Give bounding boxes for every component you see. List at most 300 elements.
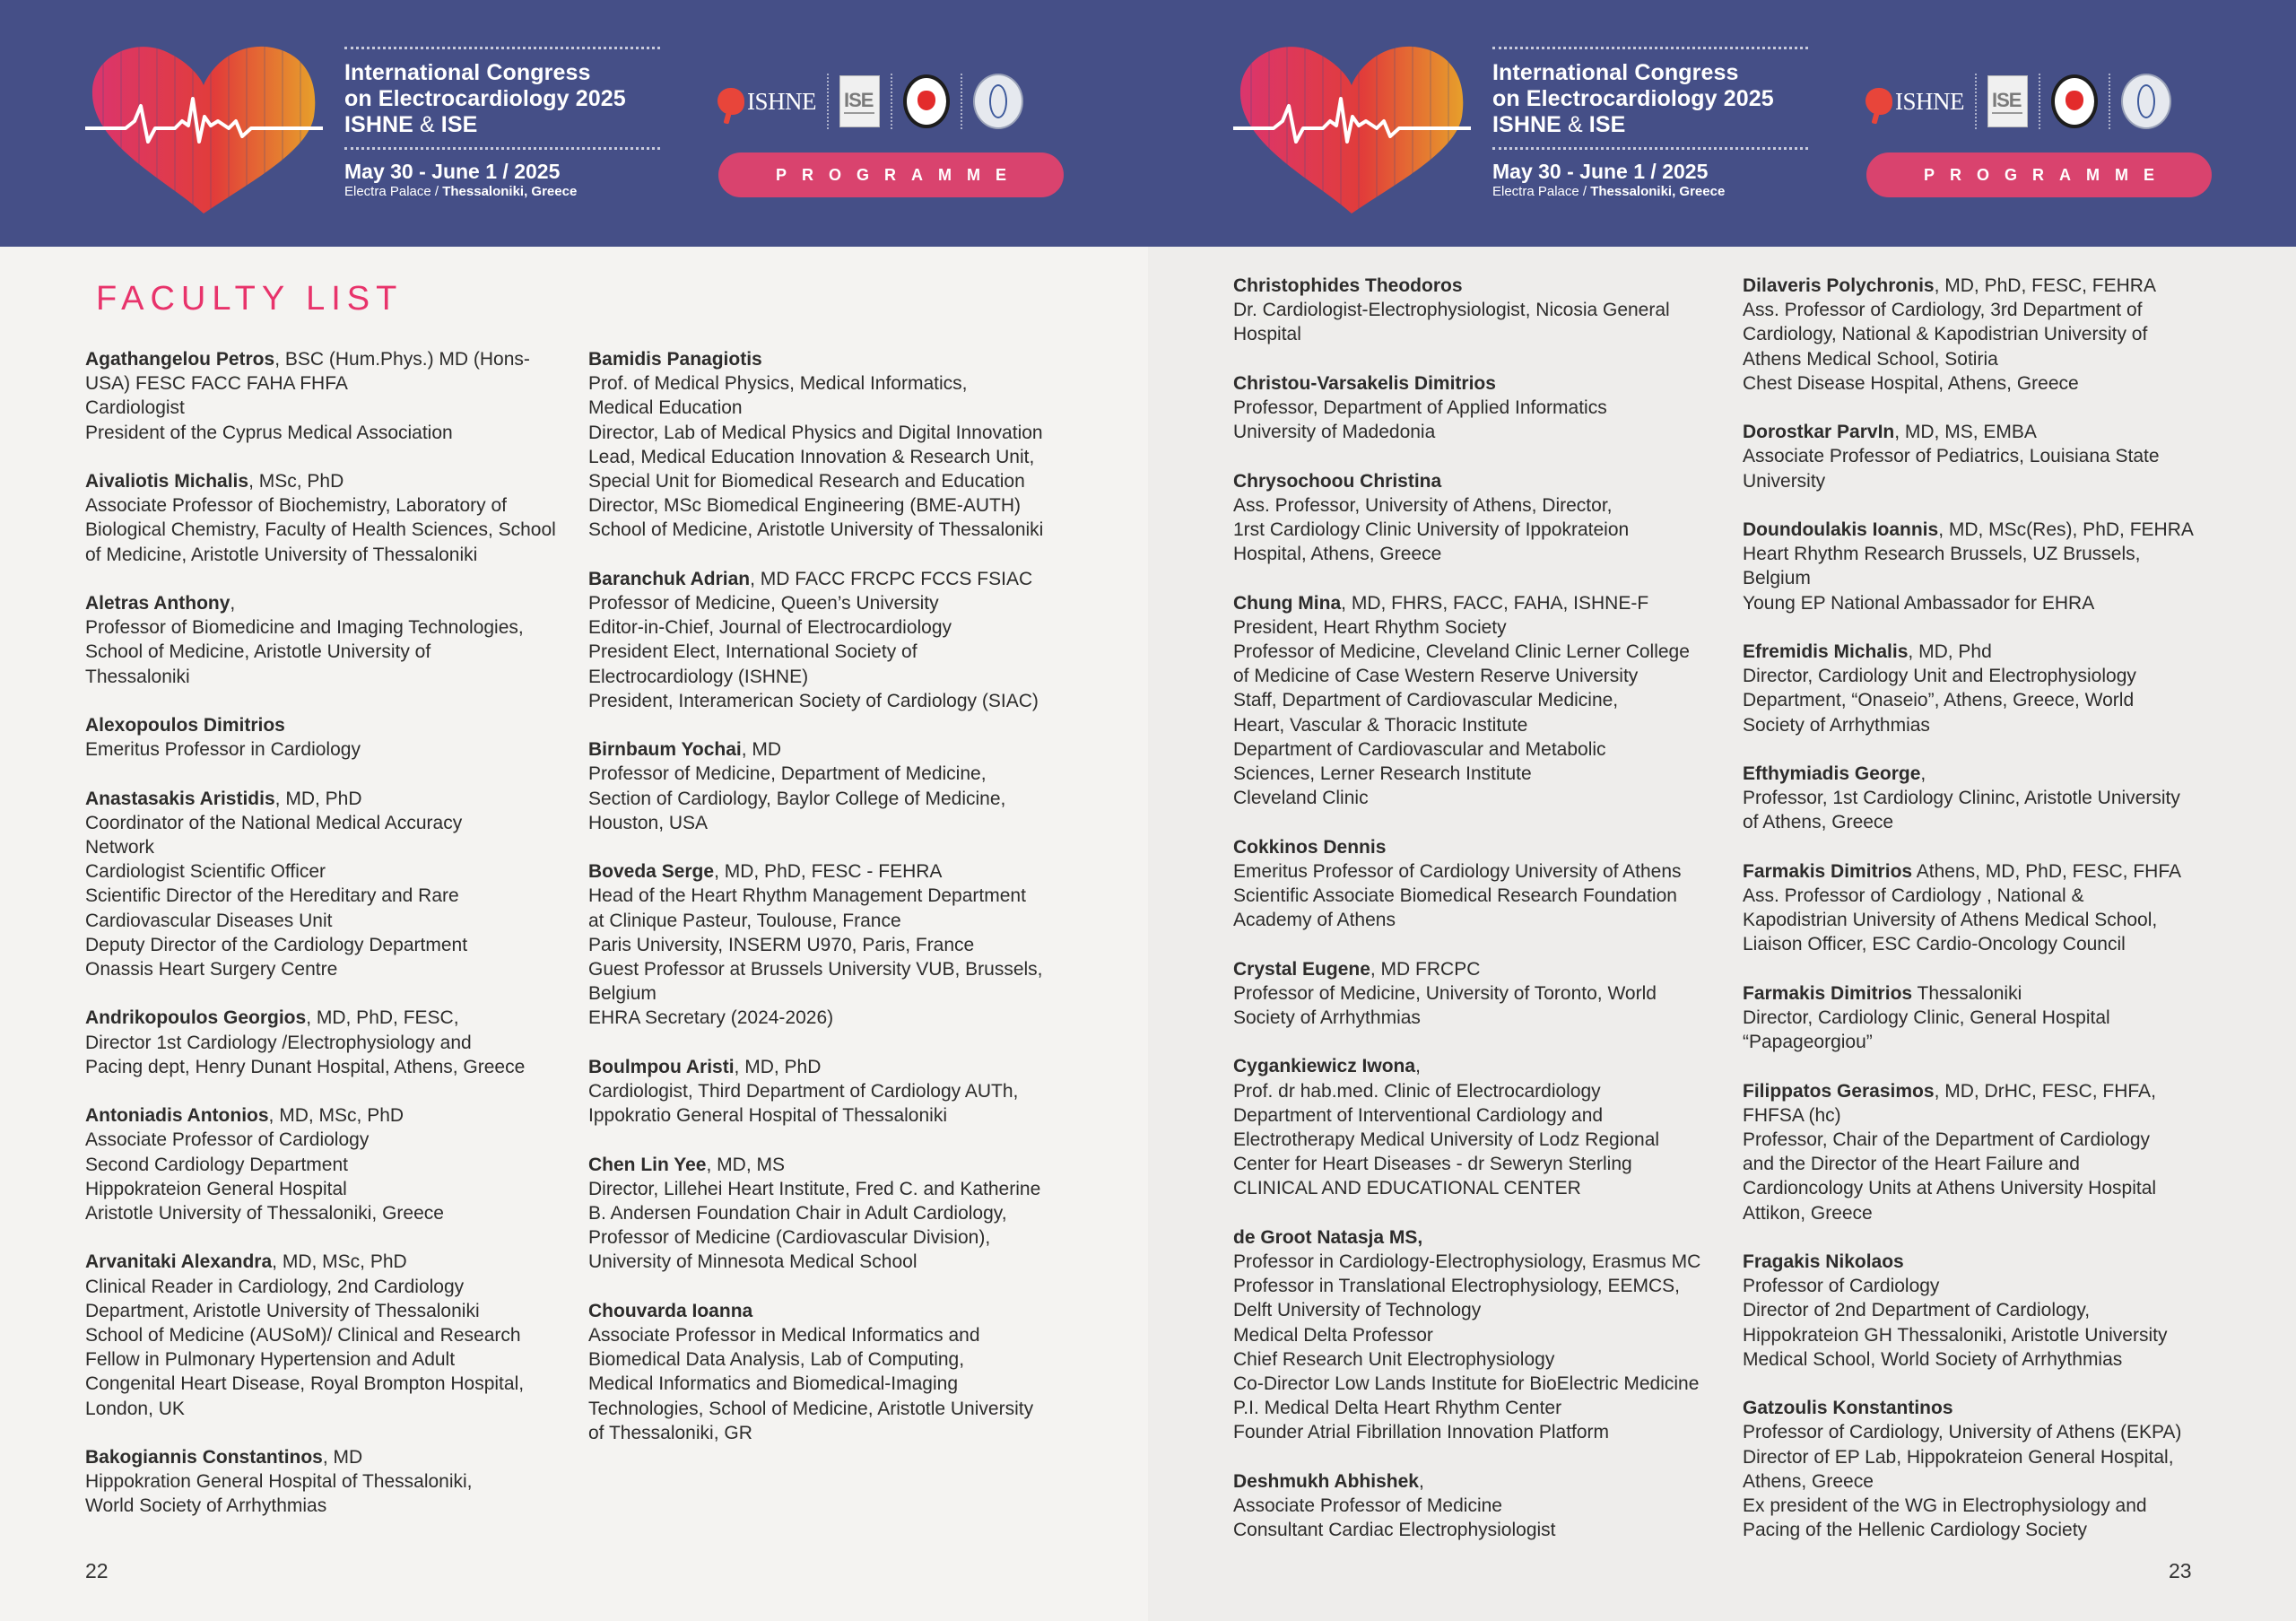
partner-logos: [718, 70, 1067, 133]
faculty-affiliation-line: Head of the Heart Rhythm Management Department: [588, 885, 1026, 907]
faculty-heading: [85, 347, 570, 371]
faculty-heading: [588, 859, 1091, 884]
brain-icon: [718, 88, 744, 115]
faculty-name: Crystal Eugene: [1233, 958, 1370, 980]
ise-logo: [1987, 75, 2028, 127]
faculty-affiliation-line: Staff, Department of Cardiovascular Medicine,: [1233, 690, 1619, 711]
faculty-affiliation-line: Scientific Associate Biomedical Research Foundation: [1233, 885, 1677, 907]
faculty-affiliation-line: Pacing of the Hellenic Cardiology Society: [1743, 1520, 2088, 1541]
faculty-entry: [85, 469, 570, 567]
faculty-affiliation-line: Belgium: [1743, 568, 1811, 589]
faculty-credentials: , MD, PhD: [274, 788, 362, 809]
faculty-heading: [1743, 762, 2245, 786]
brain-icon: [1866, 88, 1892, 115]
venue-city: Thessaloniki, Greece: [1590, 184, 1726, 199]
dotted-divider: [344, 47, 660, 49]
faculty-credentials: , MD FACC FRCPC FCCS FSIAC: [750, 568, 1033, 589]
faculty-entry: [85, 787, 570, 982]
faculty-affiliation-line: Consultant Cardiac Electrophysiologist: [1233, 1520, 1556, 1541]
faculty-credentials: , MD, DrHC, FESC, FHFA,: [1934, 1080, 2156, 1102]
faculty-affiliation-line: Society of Arrhythmias: [1233, 1007, 1421, 1029]
faculty-affiliation-line: at Clinique Pasteur, Toulouse, France: [588, 910, 901, 931]
faculty-name: Chung Mina: [1233, 592, 1342, 614]
ishne-logo: [1866, 88, 1964, 116]
page-right: [1148, 0, 2296, 1621]
title-line: on Electrocardiology 2025: [344, 86, 626, 111]
partner-logos: [1866, 70, 2215, 133]
programme-button[interactable]: PROGRAMME: [1866, 153, 2212, 197]
dotted-divider: [344, 147, 660, 150]
faculty-affiliation-line: Editor-in-Chief, Journal of Electrocardiology: [588, 617, 952, 639]
faculty-name: Aivaliotis Michalis: [85, 471, 249, 492]
faculty-name: Baranchuk Adrian: [588, 568, 751, 589]
logo-divider: [2039, 74, 2040, 129]
faculty-entry: [1743, 274, 2245, 396]
faculty-name: Deshmukh Abhishek: [1233, 1470, 1419, 1492]
faculty-name: Christou-Varsakelis Dimitrios: [1233, 372, 1496, 394]
faculty-affiliation-line: London, UK: [85, 1398, 185, 1419]
faculty-column-4: [1743, 274, 2245, 1567]
venue-name: Electra Palace /: [344, 184, 443, 199]
faculty-heading: [85, 713, 570, 737]
faculty-name: Filippatos Gerasimos: [1743, 1080, 1935, 1102]
faculty-entry: [1743, 859, 2245, 957]
faculty-affiliation-line: Associate Professor of Cardiology: [85, 1129, 370, 1151]
faculty-entry: [1233, 1225, 1735, 1445]
faculty-name: Cokkinos Dennis: [1233, 836, 1387, 858]
faculty-name: Efthymiadis George: [1743, 763, 1921, 784]
faculty-affiliation-line: Sciences, Lerner Research Institute: [1233, 763, 1532, 785]
faculty-affiliation-line: Chest Disease Hospital, Athens, Greece: [1743, 372, 2079, 394]
faculty-affiliation-line: Department of Cardiovascular and Metabolic: [1233, 738, 1606, 760]
faculty-affiliation-line: Liaison Officer, ESC Cardio-Oncology Council: [1743, 934, 2126, 955]
faculty-entry: [1233, 1469, 1735, 1543]
dotted-divider: [1492, 47, 1808, 49]
faculty-credentials: , MD, MS: [706, 1154, 785, 1175]
congress-dates: May 30 - June 1 / 2025: [1492, 160, 1709, 183]
faculty-affiliation-line: Emeritus Professor of Cardiology University of Athens: [1233, 860, 1682, 882]
faculty-affiliation-line: Technologies, School of Medicine, Aristotle University: [588, 1398, 1034, 1419]
faculty-entry: [588, 1153, 1091, 1275]
faculty-affiliation-line: School of Medicine, Aristotle University of Thessaloniki: [588, 519, 1044, 541]
faculty-entry: [85, 1103, 570, 1225]
faculty-affiliation-line: Young EP National Ambassador for EHRA: [1743, 592, 2095, 614]
faculty-affiliation-line: of Medicine of Case Western Reserve University: [1233, 666, 1639, 687]
faculty-heading: [1743, 1079, 2245, 1103]
faculty-affiliation-line: Emeritus Professor in Cardiology: [85, 739, 361, 761]
faculty-affiliation-line: Clinical Reader in Cardiology, 2nd Cardiology: [85, 1276, 465, 1297]
faculty-affiliation-line: FHFSA (hc): [1743, 1104, 1841, 1126]
faculty-entry: [1233, 1054, 1735, 1200]
faculty-name: Chouvarda Ioanna: [588, 1300, 753, 1321]
faculty-heading: [1233, 1225, 1735, 1250]
faculty-heading: [588, 1299, 1091, 1323]
faculty-affiliation-line: Professor of Medicine, University of Toronto, World: [1233, 982, 1657, 1004]
faculty-heading: [85, 1103, 570, 1128]
faculty-affiliation-line: Attikon, Greece: [1743, 1202, 1873, 1224]
faculty-affiliation-line: Deputy Director of the Cardiology Department: [85, 934, 468, 955]
ampersand: &: [419, 112, 435, 137]
faculty-entry: [1233, 371, 1735, 445]
medical-association-seal-icon: [973, 74, 1023, 129]
faculty-affiliation-line: B. Andersen Foundation Chair in Adult Cardiology,: [588, 1203, 1007, 1224]
faculty-affiliation-line: Professor of Medicine, Cleveland Clinic Lerner College: [1233, 641, 1690, 662]
faculty-name: Aletras Anthony: [85, 593, 230, 614]
faculty-credentials: Athens, MD, PhD, FESC, FHFA: [1912, 860, 2181, 882]
faculty-affiliation-line: Aristotle University of Thessaloniki, Greece: [85, 1203, 444, 1224]
title-line: International Congress: [1492, 60, 1739, 85]
faculty-entry: [85, 1250, 570, 1420]
faculty-affiliation-line: World Society of Arrhythmias: [85, 1495, 327, 1517]
faculty-affiliation-line: Ippokratio General Hospital of Thessaloniki: [588, 1105, 947, 1127]
faculty-affiliation-line: Professor of Medicine (Cardiovascular Division),: [588, 1227, 991, 1249]
faculty-affiliation-line: Director, Lillehei Heart Institute, Fred C. and Katherine: [588, 1178, 1041, 1199]
faculty-name: Antoniadis Antonios: [85, 1105, 269, 1127]
faculty-affiliation-line: Center for Heart Diseases - dr Seweryn Sterling: [1233, 1154, 1632, 1175]
faculty-affiliation-line: Cleveland Clinic: [1233, 788, 1369, 809]
faculty-affiliation-line: Hippokrateion General Hospital: [85, 1178, 347, 1199]
faculty-affiliation-line: Chief Research Unit Electrophysiology: [1233, 1348, 1555, 1370]
title-line: ISE: [440, 112, 478, 137]
faculty-heading: [85, 1445, 570, 1469]
faculty-credentials: ,: [1418, 1470, 1424, 1492]
faculty-affiliation-line: Cardiologist, Third Department of Cardiology AUTh,: [588, 1081, 1019, 1102]
faculty-entry: [588, 567, 1091, 713]
title-line: ISHNE: [344, 112, 413, 137]
faculty-affiliation-line: School of Medicine, Aristotle University of: [85, 641, 431, 663]
faculty-affiliation-line: Belgium: [588, 983, 657, 1005]
faculty-credentials: , BSC (Hum.Phys.) MD (Hons-: [274, 349, 530, 370]
faculty-affiliation-line: Electrocardiology (ISHNE): [588, 666, 809, 687]
faculty-affiliation-line: Cardiologist: [85, 397, 185, 419]
faculty-entry: [1233, 835, 1735, 933]
faculty-affiliation-line: 1rst Cardiology Clinic University of Ippokrateion: [1233, 519, 1630, 540]
faculty-affiliation-line: Professor, 1st Cardiology Clininc, Aristotle University: [1743, 788, 2180, 809]
programme-button[interactable]: PROGRAMME: [718, 153, 1064, 197]
page-number-right: 23: [2169, 1559, 2192, 1582]
congress-title: [344, 60, 663, 138]
faculty-affiliation-line: Cardiologist Scientific Officer: [85, 861, 326, 883]
faculty-credentials: , MD: [322, 1447, 363, 1468]
faculty-heading: [1743, 1396, 2245, 1420]
faculty-credentials: , MD, PhD, FESC, FEHRA: [1934, 275, 2156, 296]
faculty-affiliation-line: Professor in Translational Electrophysiology, EEMCS,: [1233, 1276, 1680, 1297]
faculty-credentials: , MSc, PhD: [248, 471, 344, 492]
ishne-logo-text: ISHNE: [1895, 87, 1964, 115]
faculty-name: Gatzoulis Konstantinos: [1743, 1398, 1953, 1419]
faculty-name: Chen Lin Yee: [588, 1154, 707, 1175]
faculty-heading: [1743, 420, 2245, 444]
congress-venue: [344, 184, 663, 199]
congress-info: [344, 47, 663, 199]
logo-divider: [891, 74, 892, 129]
faculty-affiliation-line: Network: [85, 837, 155, 858]
faculty-heading: [1743, 640, 2245, 664]
title-line: ISHNE: [1492, 112, 1561, 137]
faculty-entry: [85, 347, 570, 445]
faculty-entry: [85, 591, 570, 689]
faculty-affiliation-line: Heart Rhythm Research Brussels, UZ Brussels,: [1743, 544, 2141, 565]
faculty-heading: [1743, 981, 2245, 1006]
faculty-heading: [588, 1153, 1091, 1177]
faculty-heading: [1743, 518, 2245, 542]
faculty-affiliation-line: President of the Cyprus Medical Association: [85, 422, 453, 443]
faculty-credentials: ,: [230, 593, 236, 614]
ise-logo-text: ISE: [844, 89, 874, 111]
faculty-heading: [588, 737, 1091, 762]
faculty-affiliation-line: Professor of Cardiology, University of Athens (EKPA): [1743, 1422, 2182, 1443]
faculty-credentials: , MD, MS, EMBA: [1894, 422, 2037, 443]
faculty-name: Chrysochoou Christina: [1233, 470, 1442, 492]
faculty-affiliation-line: of Athens, Greece: [1743, 812, 1894, 833]
faculty-affiliation-line: Medical Delta Professor: [1233, 1324, 1433, 1346]
faculty-entry: [85, 1006, 570, 1079]
title-line: International Congress: [344, 60, 591, 85]
faculty-affiliation-line: President, Heart Rhythm Society: [1233, 616, 1507, 638]
faculty-affiliation-line: President, Interamerican Society of Cardiology (SIAC): [588, 690, 1039, 711]
faculty-heading: [588, 347, 1091, 371]
faculty-affiliation-line: Ex president of the WG in Electrophysiology and: [1743, 1495, 2147, 1517]
faculty-name: Anastasakis Aristidis: [85, 788, 275, 809]
faculty-affiliation-line: Professor in Cardiology-Electrophysiology, Erasmus MC: [1233, 1251, 1701, 1273]
faculty-heading: [1233, 1469, 1735, 1494]
faculty-affiliation-line: Director 1st Cardiology /Electrophysiology and: [85, 1032, 472, 1053]
section-title: FACULTY LIST: [96, 280, 404, 318]
faculty-affiliation-line: Department, Aristotle University of Thessaloniki: [85, 1300, 480, 1321]
medical-association-seal-icon: [2121, 74, 2171, 129]
faculty-name: Fragakis Nikolaos: [1743, 1251, 1904, 1272]
faculty-affiliation-line: Hippokration General Hospital of Thessaloniki,: [85, 1471, 473, 1493]
venue-name: Electra Palace /: [1492, 184, 1591, 199]
faculty-affiliation-line: Heart, Vascular & Thoracic Institute: [1233, 714, 1528, 736]
faculty-credentials: ,: [1920, 763, 1926, 784]
faculty-entry: [1233, 469, 1735, 567]
faculty-entry: [1743, 1396, 2245, 1542]
faculty-affiliation-line: Lead, Medical Education Innovation & Research Unit,: [588, 446, 1035, 467]
faculty-affiliation-line: Paris University, INSERM U970, Paris, France: [588, 934, 975, 955]
faculty-heading: [1743, 274, 2245, 298]
faculty-affiliation-line: Associate Professor of Medicine: [1233, 1495, 1502, 1517]
faculty-heading: [85, 1250, 570, 1274]
faculty-credentials: , MD: [741, 739, 782, 761]
faculty-affiliation-line: USA) FESC FACC FAHA FHFA: [85, 373, 348, 395]
faculty-affiliation-line: Hospital: [1233, 324, 1301, 345]
faculty-name: Farmakis Dimitrios: [1743, 860, 1913, 882]
faculty-credentials: , MD, PhD, FESC - FEHRA: [714, 861, 943, 883]
faculty-name: Agathangelou Petros: [85, 349, 275, 370]
faculty-entry: [1233, 591, 1735, 811]
faculty-name: Doundoulakis Ioannis: [1743, 519, 1939, 540]
faculty-affiliation-line: Biomedical Data Analysis, Lab of Computing,: [588, 1349, 965, 1371]
faculty-heading: [1233, 835, 1735, 859]
faculty-entry: [1743, 981, 2245, 1055]
faculty-affiliation-line: University of Minnesota Medical School: [588, 1251, 918, 1273]
faculty-affiliation-line: Hippokrateion GH Thessaloniki, Aristotle University: [1743, 1324, 2168, 1346]
faculty-affiliation-line: Ass. Professor, University of Athens, Director,: [1233, 494, 1613, 516]
faculty-affiliation-line: Delft University of Technology: [1233, 1300, 1482, 1321]
faculty-heading: [85, 787, 570, 811]
congress-venue: [1492, 184, 1811, 199]
ise-logo: [839, 75, 880, 127]
faculty-heading: [1233, 274, 1735, 298]
faculty-name: Dilaveris Polychronis: [1743, 275, 1935, 296]
faculty-affiliation-line: Cardiology, National & Kapodistrian University of: [1743, 324, 2148, 345]
faculty-affiliation-line: Second Cardiology Department: [85, 1154, 348, 1175]
faculty-affiliation-line: Professor, Chair of the Department of Cardiology: [1743, 1129, 2151, 1150]
faculty-affiliation-line: Onassis Heart Surgery Centre: [85, 959, 338, 980]
faculty-affiliation-line: Thessaloniki: [85, 666, 190, 687]
faculty-affiliation-line: CLINICAL AND EDUCATIONAL CENTER: [1233, 1178, 1581, 1199]
faculty-entry: [1743, 1079, 2245, 1225]
faculty-affiliation-line: Founder Atrial Fibrillation Innovation Platform: [1233, 1422, 1610, 1443]
faculty-entry: [1743, 518, 2245, 615]
faculty-affiliation-line: Kapodistrian University of Athens Medical School,: [1743, 910, 2158, 931]
title-line: ISE: [1588, 112, 1626, 137]
faculty-affiliation-line: Electrotherapy Medical University of Lodz Regional: [1233, 1129, 1660, 1151]
faculty-name: Birnbaum Yochai: [588, 739, 742, 761]
dotted-divider: [1492, 147, 1808, 150]
faculty-affiliation-line: Houston, USA: [588, 812, 709, 833]
logo-divider: [1975, 74, 1977, 129]
faculty-affiliation-line: Coordinator of the National Medical Accuracy: [85, 812, 463, 833]
ampersand: &: [1567, 112, 1583, 137]
faculty-affiliation-line: Cardioncology Units at Athens University Hospital: [1743, 1178, 2157, 1199]
ise-logo-text: ISE: [1992, 89, 2022, 111]
faculty-affiliation-line: Prof. dr hab.med. Clinic of Electrocardiology: [1233, 1080, 1601, 1102]
faculty-column-3: [1233, 274, 1735, 1567]
faculty-affiliation-line: Associate Professor of Biochemistry, Laboratory of: [85, 495, 507, 517]
faculty-name: Boulmpou Aristi: [588, 1056, 735, 1077]
faculty-entry: [588, 347, 1091, 543]
congress-info: [1492, 47, 1811, 199]
faculty-heading: [1233, 469, 1735, 493]
header-banner: [0, 0, 1148, 247]
faculty-credentials: , MD FRCPC: [1370, 958, 1481, 980]
congress-title: [1492, 60, 1811, 138]
faculty-affiliation-line: Pacing dept, Henry Dunant Hospital, Athens, Greece: [85, 1056, 526, 1077]
faculty-name: Andrikopoulos Georgios: [85, 1007, 307, 1029]
ishne-logo-text: ISHNE: [747, 87, 816, 115]
faculty-affiliation-line: Director, Cardiology Unit and Electrophysiology: [1743, 666, 2136, 687]
faculty-credentials: , MD, MSc, PhD: [268, 1105, 404, 1127]
faculty-heading: [588, 567, 1091, 591]
faculty-entry: [588, 1299, 1091, 1445]
faculty-name: Dorostkar ParvIn: [1743, 422, 1895, 443]
faculty-affiliation-line: Co-Director Low Lands Institute for BioElectric Medicine: [1233, 1373, 1700, 1395]
faculty-name: Bamidis Panagiotis: [588, 349, 762, 370]
faculty-heading: [1233, 371, 1735, 396]
faculty-affiliation-line: President Elect, International Society of: [588, 641, 918, 663]
faculty-entry: [85, 1445, 570, 1519]
faculty-affiliation-line: and the Director of the Heart Failure and: [1743, 1154, 2080, 1175]
faculty-name: Efremidis Michalis: [1743, 641, 1909, 662]
faculty-heading: [1233, 591, 1735, 615]
faculty-name: Boveda Serge: [588, 861, 715, 883]
heart-ecg-logo-icon: [1233, 36, 1471, 215]
faculty-heading: [85, 469, 570, 493]
faculty-entry: [588, 737, 1091, 835]
faculty-entry: [588, 1055, 1091, 1129]
faculty-affiliation-line: Professor of Medicine, Department of Medicine,: [588, 763, 987, 785]
faculty-affiliation-line: Hospital, Athens, Greece: [1233, 544, 1442, 565]
faculty-entry: [85, 713, 570, 762]
title-line: on Electrocardiology 2025: [1492, 86, 1774, 111]
faculty-affiliation-line: Department of Interventional Cardiology and: [1233, 1104, 1604, 1126]
faculty-affiliation-line: Medical Informatics and Biomedical-Imaging: [588, 1373, 959, 1395]
logo-divider: [2109, 74, 2110, 129]
faculty-affiliation-line: Guest Professor at Brussels University VUB, Brussels,: [588, 959, 1043, 980]
faculty-heading: [1743, 1250, 2245, 1274]
faculty-affiliation-line: Ass. Professor of Cardiology, 3rd Department of: [1743, 300, 2143, 321]
faculty-credentials: , MD, PhD: [734, 1056, 822, 1077]
page-number-left: 22: [85, 1559, 109, 1582]
faculty-affiliation-line: Director, MSc Biomedical Engineering (BME-AUTH): [588, 495, 1021, 517]
faculty-affiliation-line: Associate Professor in Medical Informatics and: [588, 1325, 980, 1346]
venue-city: Thessaloniki, Greece: [442, 184, 578, 199]
faculty-affiliation-line: Special Unit for Biomedical Research and Education: [588, 471, 1025, 492]
faculty-name: Cygankiewicz Iwona: [1233, 1056, 1416, 1077]
faculty-affiliation-line: Biological Chemistry, Faculty of Health Sciences, School: [85, 519, 556, 541]
faculty-affiliation-line: Section of Cardiology, Baylor College of Medicine,: [588, 788, 1006, 809]
faculty-affiliation-line: EHRA Secretary (2024-2026): [588, 1007, 834, 1029]
faculty-name: Farmakis Dimitrios: [1743, 982, 1913, 1004]
faculty-heading: [1233, 957, 1735, 981]
faculty-affiliation-line: “Papageorgiou”: [1743, 1032, 1873, 1053]
logo-divider: [961, 74, 962, 129]
faculty-credentials: Thessaloniki: [1912, 982, 2022, 1004]
ishne-logo: [718, 88, 816, 116]
faculty-affiliation-line: of Thessaloniki, GR: [588, 1422, 752, 1443]
faculty-affiliation-line: Associate Professor of Pediatrics, Louisiana State: [1743, 446, 2160, 467]
faculty-heading: [85, 591, 570, 615]
faculty-affiliation-line: P.I. Medical Delta Heart Rhythm Center: [1233, 1398, 1562, 1419]
faculty-affiliation-line: Fellow in Pulmonary Hypertension and Adult: [85, 1349, 456, 1371]
faculty-affiliation-line: Director of 2nd Department of Cardiology,: [1743, 1300, 2091, 1321]
faculty-affiliation-line: Athens, Greece: [1743, 1470, 1874, 1492]
logo-divider: [827, 74, 829, 129]
faculty-credentials: , MD, FHRS, FACC, FAHA, ISHNE-F: [1341, 592, 1649, 614]
faculty-entry: [588, 859, 1091, 1030]
faculty-name: Bakogiannis Constantinos: [85, 1447, 323, 1468]
faculty-affiliation-line: Medical Education: [588, 397, 743, 419]
faculty-affiliation-line: School of Medicine (AUSoM)/ Clinical and Research: [85, 1325, 521, 1346]
faculty-heading: [588, 1055, 1091, 1079]
faculty-affiliation-line: Academy of Athens: [1233, 910, 1396, 931]
faculty-affiliation-line: Cardiovascular Diseases Unit: [85, 910, 333, 931]
faculty-affiliation-line: Director, Cardiology Clinic, General Hospital: [1743, 1007, 2110, 1028]
faculty-affiliation-line: Athens Medical School, Sotiria: [1743, 348, 1998, 370]
faculty-affiliation-line: Professor of Medicine, Queen’s University: [588, 593, 939, 614]
faculty-name: Christophides Theodoros: [1233, 275, 1463, 296]
faculty-entry: [1743, 420, 2245, 493]
faculty-entry: [1233, 274, 1735, 347]
heart-ecg-logo-icon: [85, 36, 323, 215]
faculty-affiliation-line: Congenital Heart Disease, Royal Brompton Hospital,: [85, 1373, 525, 1395]
faculty-entry: [1233, 957, 1735, 1031]
faculty-affiliation-line: Scientific Director of the Hereditary and Rare: [85, 885, 459, 907]
faculty-name: Arvanitaki Alexandra: [85, 1251, 273, 1273]
faculty-affiliation-line: Society of Arrhythmias: [1743, 714, 1930, 736]
faculty-affiliation-line: University of Madedonia: [1233, 422, 1436, 443]
faculty-credentials: , MD, MSc(Res), PhD, FEHRA: [1938, 519, 2194, 540]
faculty-entry: [1743, 762, 2245, 835]
faculty-heading: [1743, 859, 2245, 884]
faculty-affiliation-line: Ass. Professor of Cardiology , National &: [1743, 885, 2084, 906]
faculty-credentials: , MD, PhD, FESC,: [306, 1007, 459, 1029]
faculty-column-2: [588, 347, 1091, 1469]
faculty-name: Alexopoulos Dimitrios: [85, 715, 285, 736]
faculty-affiliation-line: Professor, Department of Applied Informatics: [1233, 397, 1607, 418]
